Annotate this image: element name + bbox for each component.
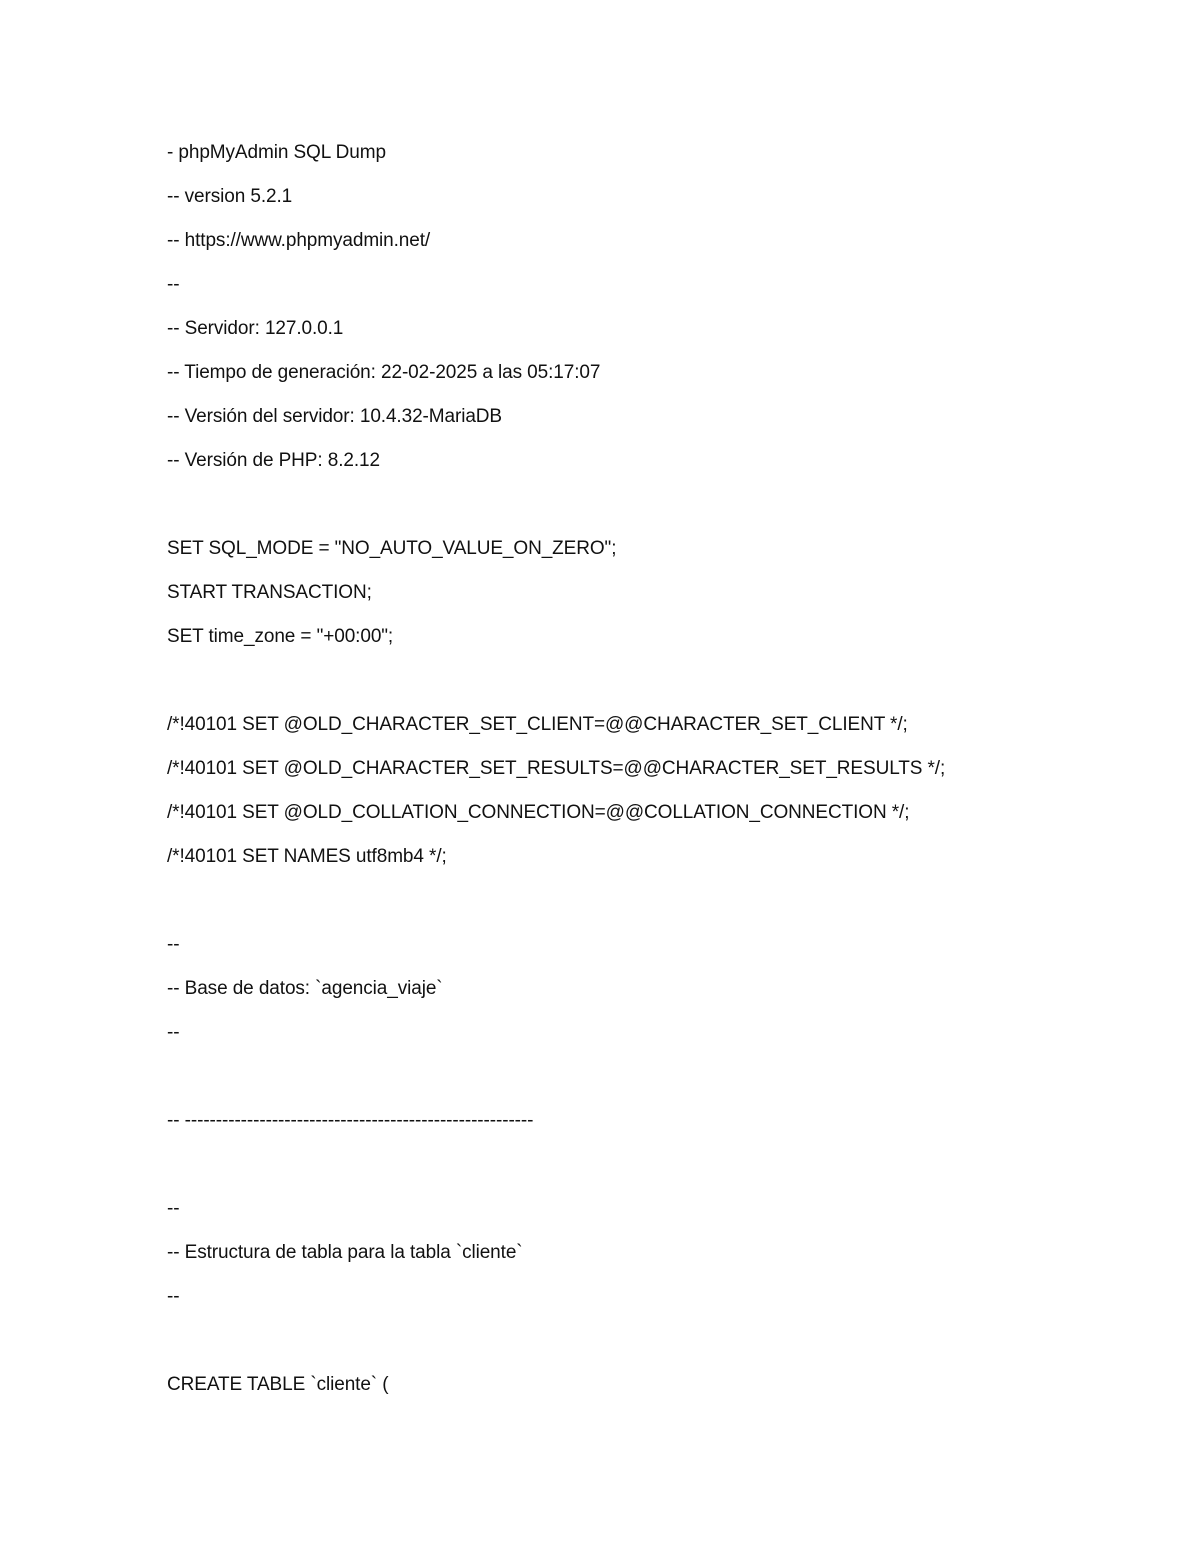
text-line-sql-mode: SET SQL_MODE = "NO_AUTO_VALUE_ON_ZERO"; (167, 538, 617, 559)
text-line-server: -- Servidor: 127.0.0.1 (167, 318, 344, 339)
text-line-charset-results: /*!40101 SET @OLD_CHARACTER_SET_RESULTS=@@CHARACTER_SET_RESULTS */; (167, 758, 946, 779)
text-line-comment: -- (167, 1022, 180, 1043)
text-line-set-names: /*!40101 SET NAMES utf8mb4 */; (167, 846, 447, 867)
text-line-comment: -- (167, 1198, 180, 1219)
text-line-php-version: -- Versión de PHP: 8.2.12 (167, 450, 380, 471)
text-line-version: -- version 5.2.1 (167, 186, 293, 207)
text-line-database: -- Base de datos: `agencia_viaje` (167, 978, 443, 999)
text-line-create-table: CREATE TABLE `cliente` ( (167, 1374, 389, 1395)
text-line-separator: -- -------------------------------------------------------- (167, 1110, 534, 1131)
text-line-header: - phpMyAdmin SQL Dump (167, 142, 386, 163)
text-line-url: -- https://www.phpmyadmin.net/ (167, 230, 431, 251)
text-line-comment: -- (167, 934, 180, 955)
text-line-comment: -- (167, 1286, 180, 1307)
text-line-charset-client: /*!40101 SET @OLD_CHARACTER_SET_CLIENT=@@CHARACTER_SET_CLIENT */; (167, 714, 908, 735)
text-line-server-version: -- Versión del servidor: 10.4.32-MariaDB (167, 406, 502, 427)
text-line-time-zone: SET time_zone = "+00:00"; (167, 626, 394, 647)
text-line-collation: /*!40101 SET @OLD_COLLATION_CONNECTION=@@COLLATION_CONNECTION */; (167, 802, 910, 823)
text-line-comment: -- (167, 274, 180, 295)
text-line-table-structure: -- Estructura de tabla para la tabla `cliente` (167, 1242, 523, 1263)
text-line-generation-time: -- Tiempo de generación: 22-02-2025 a las 05:17:07 (167, 362, 601, 383)
text-line-start-transaction: START TRANSACTION; (167, 582, 372, 603)
